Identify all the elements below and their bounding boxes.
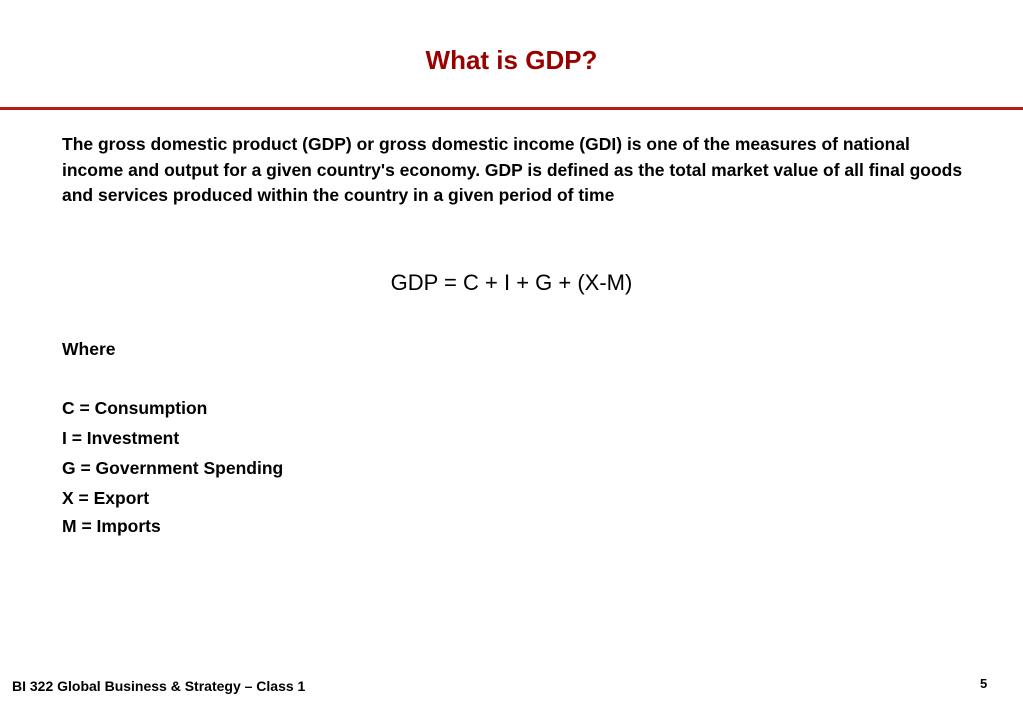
variable-definitions-list	[62, 396, 283, 544]
list-item-consumption: C = Consumption	[62, 398, 208, 418]
slide-title: What is GDP?	[425, 45, 598, 75]
page-number: 5	[980, 676, 988, 691]
list-item-investment: I = Investment	[62, 428, 180, 448]
gdp-formula: GDP = C + I + G + (X-M)	[390, 270, 633, 295]
list-item-imports: M = Imports	[62, 516, 161, 536]
title-divider	[0, 107, 1023, 110]
where-label: Where	[62, 339, 116, 359]
footer-course-title: BI 322 Global Business & Strategy – Class 1	[12, 678, 306, 694]
gdp-definition-paragraph: The gross domestic product (GDP) or gross domestic income (GDI) is one of the measures of national income and output for a given country's economy. GDP is defined as the total market value of all final goods and services produced within the country in a given period of time	[62, 134, 963, 205]
list-item-government-spending: G = Government Spending	[62, 458, 284, 478]
list-item-export: X = Export	[62, 488, 150, 508]
